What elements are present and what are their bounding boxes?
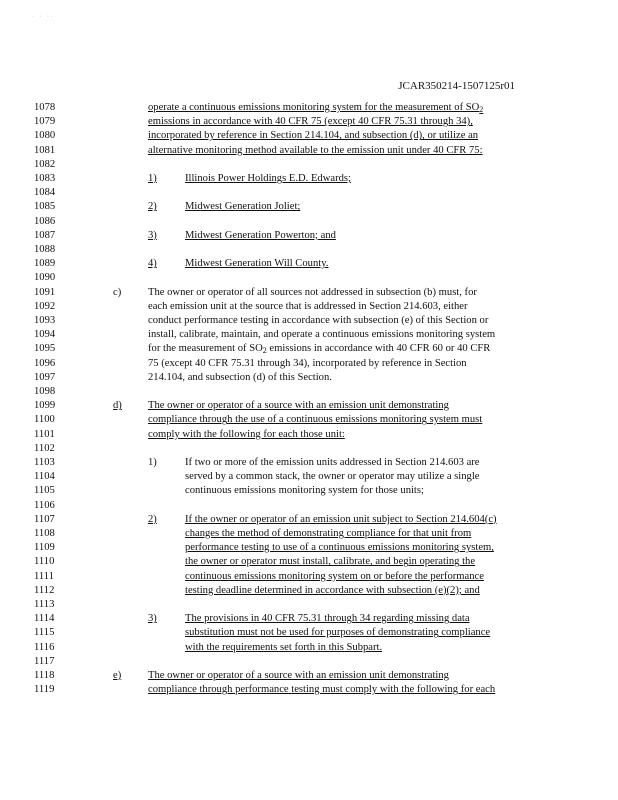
line-number: 1079 <box>34 116 56 128</box>
line-number: 1107 <box>34 513 55 525</box>
line-text <box>185 528 471 539</box>
line-text <box>148 315 488 326</box>
line-text <box>148 670 449 681</box>
text-segment: for the measurement of SO <box>148 343 263 355</box>
text-segment: emissions in accordance with 40 CFR 75 (except 40 CFR 75.31 through 34), <box>148 116 473 128</box>
subsection-label: e) <box>113 670 122 681</box>
text-segment: continuous emissions monitoring system for those units; <box>185 485 424 497</box>
subsection-label: 3) <box>148 613 157 625</box>
line-number: 1115 <box>34 627 55 639</box>
subsection-label: d) <box>113 400 122 412</box>
subsection-label: 4) <box>148 258 157 270</box>
document-id-header: JCAR350214-1507125r01 <box>398 80 515 92</box>
line-number: 1102 <box>34 442 55 454</box>
line-number: 1101 <box>34 428 55 440</box>
text-segment: served by a common stack, the owner or operator may utilize a single <box>185 471 480 483</box>
subscript-text: 2 <box>479 105 484 114</box>
line-number: 1105 <box>34 485 55 497</box>
line-number: 1098 <box>34 386 56 397</box>
text-segment: Midwest Generation Will County. <box>185 258 329 270</box>
line-text <box>148 116 473 127</box>
line-text <box>185 201 300 212</box>
text-segment: each emission unit at the source that is addressed in Section 214.603, either <box>148 300 468 312</box>
text-segment: 214.104, and subsection (d) of this Section. <box>148 371 332 383</box>
line-number: 1111 <box>34 570 55 582</box>
line-number: 1088 <box>34 244 56 255</box>
text-segment: continuous emissions monitoring system on or before the performance <box>185 570 484 582</box>
text-segment: compliance through the use of a continuous emissions monitoring system must <box>148 414 483 426</box>
text-segment: If two or more of the emission units addressed in Section 214.603 are <box>185 457 480 468</box>
line-text <box>148 343 490 355</box>
line-number: 1106 <box>34 499 55 511</box>
text-segment: substitution must not be used for purposes of demonstrating compliance <box>185 627 491 639</box>
line-number: 1117 <box>34 655 55 667</box>
text-segment: The owner or operator of a source with an emission unit demonstrating <box>148 670 449 681</box>
line-number: 1086 <box>34 215 56 227</box>
line-number: 1089 <box>34 258 56 270</box>
text-segment: performance testing to use of a continuous emissions monitoring system, <box>185 542 494 554</box>
text-segment: compliance through performance testing must comply with the following for each <box>148 684 496 696</box>
line-number: 1092 <box>34 300 56 312</box>
line-number: 1119 <box>34 684 55 696</box>
text-segment: the owner or operator must install, calibrate, and begin operating the <box>185 556 476 568</box>
line-text <box>185 627 490 638</box>
text-segment: 75 (except 40 CFR 75.31 through 34), incorporated by reference in Section <box>148 357 467 369</box>
text-segment: Midwest Generation Powerton; and <box>185 229 336 241</box>
line-text <box>148 102 483 114</box>
line-number: 1109 <box>34 542 55 554</box>
text-segment: The provisions in 40 CFR 75.31 through 34 regarding missing data <box>185 613 470 625</box>
line-text <box>185 258 328 269</box>
text-segment: operate a continuous emissions monitoring system for the measurement of SO <box>148 102 480 113</box>
text-segment: alternative monitoring method available to the emission unit under 40 CFR 75: <box>148 144 483 156</box>
line-text <box>148 414 482 425</box>
line-number: 1099 <box>34 400 56 412</box>
line-number: 1110 <box>34 556 55 568</box>
line-text <box>185 642 382 653</box>
line-number: 1112 <box>34 584 55 596</box>
line-number: 1118 <box>34 670 55 681</box>
line-text <box>148 329 495 340</box>
line-number: 1080 <box>34 130 56 142</box>
line-text <box>185 556 475 567</box>
line-number: 1113 <box>34 599 55 610</box>
line-text <box>185 542 494 553</box>
line-text <box>185 613 470 624</box>
line-text <box>148 301 468 312</box>
line-number: 1094 <box>34 329 56 341</box>
line-text <box>148 358 467 369</box>
subsection-label: 1) <box>148 173 157 184</box>
line-number: 1087 <box>34 229 56 241</box>
line-text <box>185 585 480 596</box>
line-number: 1108 <box>34 528 55 539</box>
line-number: 1114 <box>34 613 55 625</box>
line-text <box>185 230 336 241</box>
line-number: 1096 <box>34 357 56 369</box>
line-text <box>185 173 351 184</box>
text-segment: The owner or operator of all sources not addressed in subsection (b) must, for <box>148 286 477 298</box>
line-text <box>148 145 483 156</box>
line-text <box>148 372 332 383</box>
text-segment: incorporated by reference in Section 214.104, and subsection (d), or utilize an <box>148 130 479 142</box>
text-segment: install, calibrate, maintain, and operate a continuous emissions monitoring system <box>148 329 496 341</box>
text-segment: testing deadline determined in accordance with subsection (e)(2); and <box>185 584 480 596</box>
subsection-label: 2) <box>148 201 157 213</box>
line-number: 1103 <box>34 457 55 468</box>
line-text <box>185 471 479 482</box>
text-segment: emissions in accordance with 40 CFR 60 or 40 CFR <box>266 343 491 355</box>
subsection-label: 3) <box>148 229 157 241</box>
line-number: 1097 <box>34 371 56 383</box>
line-number: 1081 <box>34 144 56 156</box>
line-number: 1100 <box>34 414 55 426</box>
text-segment: comply with the following for each those unit: <box>148 428 345 440</box>
line-number: 1093 <box>34 315 56 326</box>
line-number: 1085 <box>34 201 56 213</box>
line-number: 1091 <box>34 286 56 298</box>
line-text <box>148 429 345 440</box>
line-text <box>185 571 484 582</box>
subsection-label: 2) <box>148 513 157 525</box>
subsection-label: 1) <box>148 457 157 468</box>
line-text <box>148 400 449 411</box>
line-number: 1083 <box>34 173 56 184</box>
line-number: 1090 <box>34 272 56 284</box>
text-segment: changes the method of demonstrating compliance for that unit from <box>185 528 472 539</box>
line-text <box>185 457 480 468</box>
line-number: 1104 <box>34 471 55 483</box>
line-number: 1095 <box>34 343 56 355</box>
line-text <box>148 287 477 298</box>
line-number: 1084 <box>34 187 56 199</box>
scan-corner-marks: · · ·· <box>32 14 55 20</box>
subscript-text: 2 <box>262 346 267 356</box>
text-segment: Midwest Generation Joliet; <box>185 201 301 213</box>
text-segment: If the owner or operator of an emission unit subject to Section 214.604(c) <box>185 513 497 525</box>
line-text <box>148 130 478 141</box>
line-number: 1116 <box>34 641 55 653</box>
line-number: 1078 <box>34 102 56 113</box>
text-segment: conduct performance testing in accordance with subsection (e) of this Section or <box>148 315 489 326</box>
line-number: 1082 <box>34 158 56 170</box>
line-text <box>148 684 495 695</box>
text-segment: with the requirements set forth in this Subpart. <box>185 641 383 653</box>
line-text <box>185 485 424 496</box>
text-segment: The owner or operator of a source with an emission unit demonstrating <box>148 400 449 412</box>
text-segment: Illinois Power Holdings E.D. Edwards; <box>185 173 351 184</box>
line-text <box>185 514 497 525</box>
subsection-label: c) <box>113 286 122 298</box>
